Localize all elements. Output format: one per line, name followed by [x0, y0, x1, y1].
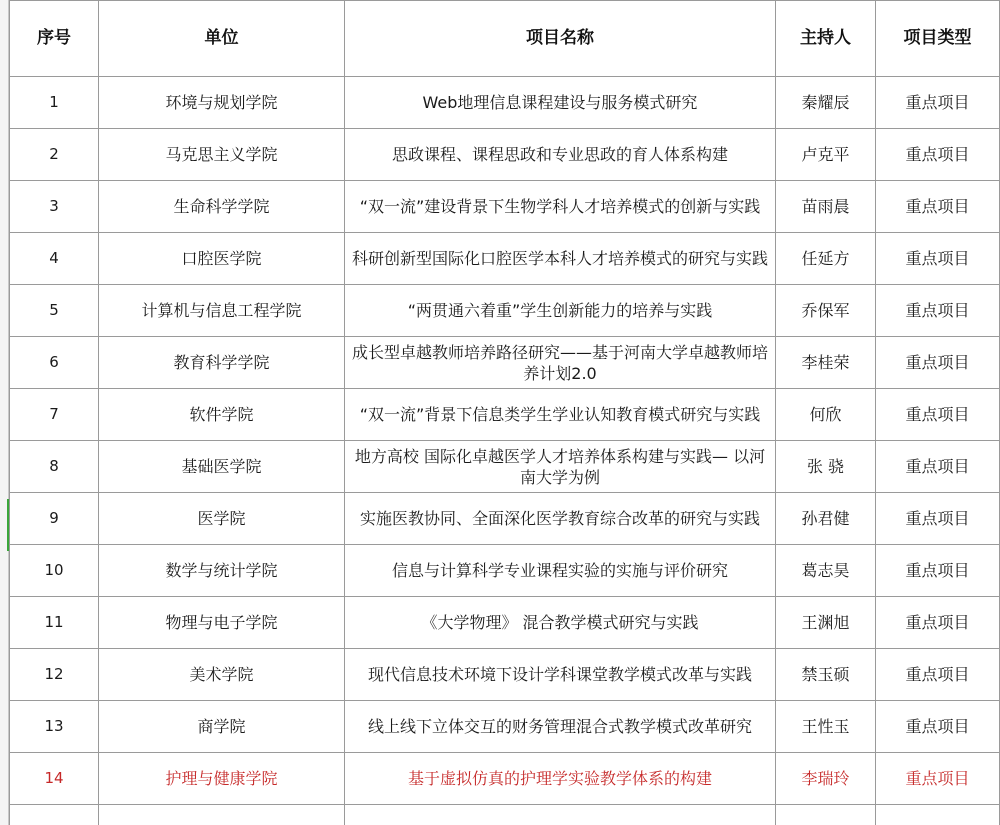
table-row: [10, 649, 1000, 701]
cell-title[interactable]: “两贯通六着重”学生创新能力的培养与实践: [345, 285, 776, 337]
cell-lead[interactable]: 李瑞玲: [776, 753, 876, 805]
cell-no[interactable]: 2: [10, 129, 99, 181]
cell-title[interactable]: 信息与计算科学专业课程实验的实施与评价研究: [345, 545, 776, 597]
cell-title[interactable]: [345, 805, 776, 825]
table-row: [10, 129, 1000, 181]
table-row: [10, 337, 1000, 389]
cell-lead[interactable]: 葛志昊: [776, 545, 876, 597]
cell-type[interactable]: 重点项目: [876, 389, 1000, 441]
table-row: [10, 233, 1000, 285]
cell-unit[interactable]: 商学院: [99, 701, 345, 753]
header-type[interactable]: 项目类型: [876, 1, 1000, 77]
project-table: [9, 0, 1000, 825]
cell-lead[interactable]: 王性玉: [776, 701, 876, 753]
cell-type[interactable]: 重点项目: [876, 285, 1000, 337]
cell-type[interactable]: 重点项目: [876, 181, 1000, 233]
cell-unit[interactable]: 基础医学院: [99, 441, 345, 493]
cell-title[interactable]: “双一流”背景下信息类学生学业认知教育模式研究与实践: [345, 389, 776, 441]
cell-unit[interactable]: 环境与规划学院: [99, 77, 345, 129]
cell-type[interactable]: 重点项目: [876, 701, 1000, 753]
cell-no[interactable]: 4: [10, 233, 99, 285]
cell-unit[interactable]: 口腔医学院: [99, 233, 345, 285]
cell-type[interactable]: 重点项目: [876, 77, 1000, 129]
cell-title[interactable]: 思政课程、课程思政和专业思政的育人体系构建: [345, 129, 776, 181]
cell-unit[interactable]: [99, 805, 345, 825]
cell-title[interactable]: 成长型卓越教师培养路径研究——基于河南大学卓越教师培养计划2.0: [345, 337, 776, 389]
cell-unit[interactable]: 数学与统计学院: [99, 545, 345, 597]
cell-type[interactable]: 重点项目: [876, 441, 1000, 493]
cell-unit[interactable]: 软件学院: [99, 389, 345, 441]
cell-lead[interactable]: 张 骁: [776, 441, 876, 493]
cell-type[interactable]: 重点项目: [876, 753, 1000, 805]
table-row: [10, 597, 1000, 649]
row-header-strip: [0, 0, 9, 825]
cell-type[interactable]: 重点项目: [876, 337, 1000, 389]
cell-lead[interactable]: 王渊旭: [776, 597, 876, 649]
cell-lead[interactable]: 禁玉硕: [776, 649, 876, 701]
cell-title[interactable]: 科研创新型国际化口腔医学本科人才培养模式的研究与实践: [345, 233, 776, 285]
table-row: [10, 493, 1000, 545]
cell-no[interactable]: 9: [10, 493, 99, 545]
cell-no[interactable]: 6: [10, 337, 99, 389]
cell-title[interactable]: 《大学物理》 混合教学模式研究与实践: [345, 597, 776, 649]
cell-no[interactable]: 8: [10, 441, 99, 493]
cell-title[interactable]: 现代信息技术环境下设计学科课堂教学模式改革与实践: [345, 649, 776, 701]
cell-lead[interactable]: 何欣: [776, 389, 876, 441]
cell-no[interactable]: 3: [10, 181, 99, 233]
cell-title[interactable]: 基于虚拟仿真的护理学实验教学体系的构建: [345, 753, 776, 805]
table-row: [10, 545, 1000, 597]
table-row: [10, 77, 1000, 129]
table-row: [10, 701, 1000, 753]
cell-unit[interactable]: 医学院: [99, 493, 345, 545]
table-row: [10, 285, 1000, 337]
cell-lead[interactable]: 苗雨晨: [776, 181, 876, 233]
cell-lead[interactable]: 李桂荣: [776, 337, 876, 389]
cell-lead[interactable]: 秦耀辰: [776, 77, 876, 129]
cell-unit[interactable]: 马克思主义学院: [99, 129, 345, 181]
cell-no[interactable]: 10: [10, 545, 99, 597]
cell-lead[interactable]: 任延方: [776, 233, 876, 285]
cell-lead[interactable]: 卢克平: [776, 129, 876, 181]
cell-no[interactable]: 1: [10, 77, 99, 129]
cell-no[interactable]: 14: [10, 753, 99, 805]
cell-title[interactable]: 实施医教协同、全面深化医学教育综合改革的研究与实践: [345, 493, 776, 545]
cell-title[interactable]: Web地理信息课程建设与服务模式研究: [345, 77, 776, 129]
cell-unit[interactable]: 计算机与信息工程学院: [99, 285, 345, 337]
cell-no[interactable]: 11: [10, 597, 99, 649]
header-row: [10, 1, 1000, 77]
cell-type[interactable]: [876, 805, 1000, 825]
header-title[interactable]: 项目名称: [345, 1, 776, 77]
cell-lead[interactable]: [776, 805, 876, 825]
table-row: [10, 181, 1000, 233]
cell-no[interactable]: 7: [10, 389, 99, 441]
cell-unit[interactable]: 美术学院: [99, 649, 345, 701]
cell-type[interactable]: 重点项目: [876, 597, 1000, 649]
cell-no[interactable]: 12: [10, 649, 99, 701]
cell-title[interactable]: 地方高校 国际化卓越医学人才培养体系构建与实践— 以河南大学为例: [345, 441, 776, 493]
cell-type[interactable]: 重点项目: [876, 649, 1000, 701]
header-lead[interactable]: 主持人: [776, 1, 876, 77]
table-row-highlighted: [10, 753, 1000, 805]
table-row-cutoff: [10, 805, 1000, 825]
cell-type[interactable]: 重点项目: [876, 129, 1000, 181]
cell-unit[interactable]: 护理与健康学院: [99, 753, 345, 805]
cell-no[interactable]: 5: [10, 285, 99, 337]
cell-type[interactable]: 重点项目: [876, 493, 1000, 545]
cell-unit[interactable]: 教育科学学院: [99, 337, 345, 389]
table-row: [10, 441, 1000, 493]
cell-type[interactable]: 重点项目: [876, 545, 1000, 597]
cell-no[interactable]: 13: [10, 701, 99, 753]
cell-unit[interactable]: 物理与电子学院: [99, 597, 345, 649]
header-unit[interactable]: 单位: [99, 1, 345, 77]
header-no[interactable]: 序号: [10, 1, 99, 77]
cell-no[interactable]: [10, 805, 99, 825]
cell-lead[interactable]: 孙君健: [776, 493, 876, 545]
table-row: [10, 389, 1000, 441]
cell-type[interactable]: 重点项目: [876, 233, 1000, 285]
cell-title[interactable]: “双一流”建设背景下生物学科人才培养模式的创新与实践: [345, 181, 776, 233]
cell-unit[interactable]: 生命科学学院: [99, 181, 345, 233]
cell-title[interactable]: 线上线下立体交互的财务管理混合式教学模式改革研究: [345, 701, 776, 753]
cell-lead[interactable]: 乔保军: [776, 285, 876, 337]
